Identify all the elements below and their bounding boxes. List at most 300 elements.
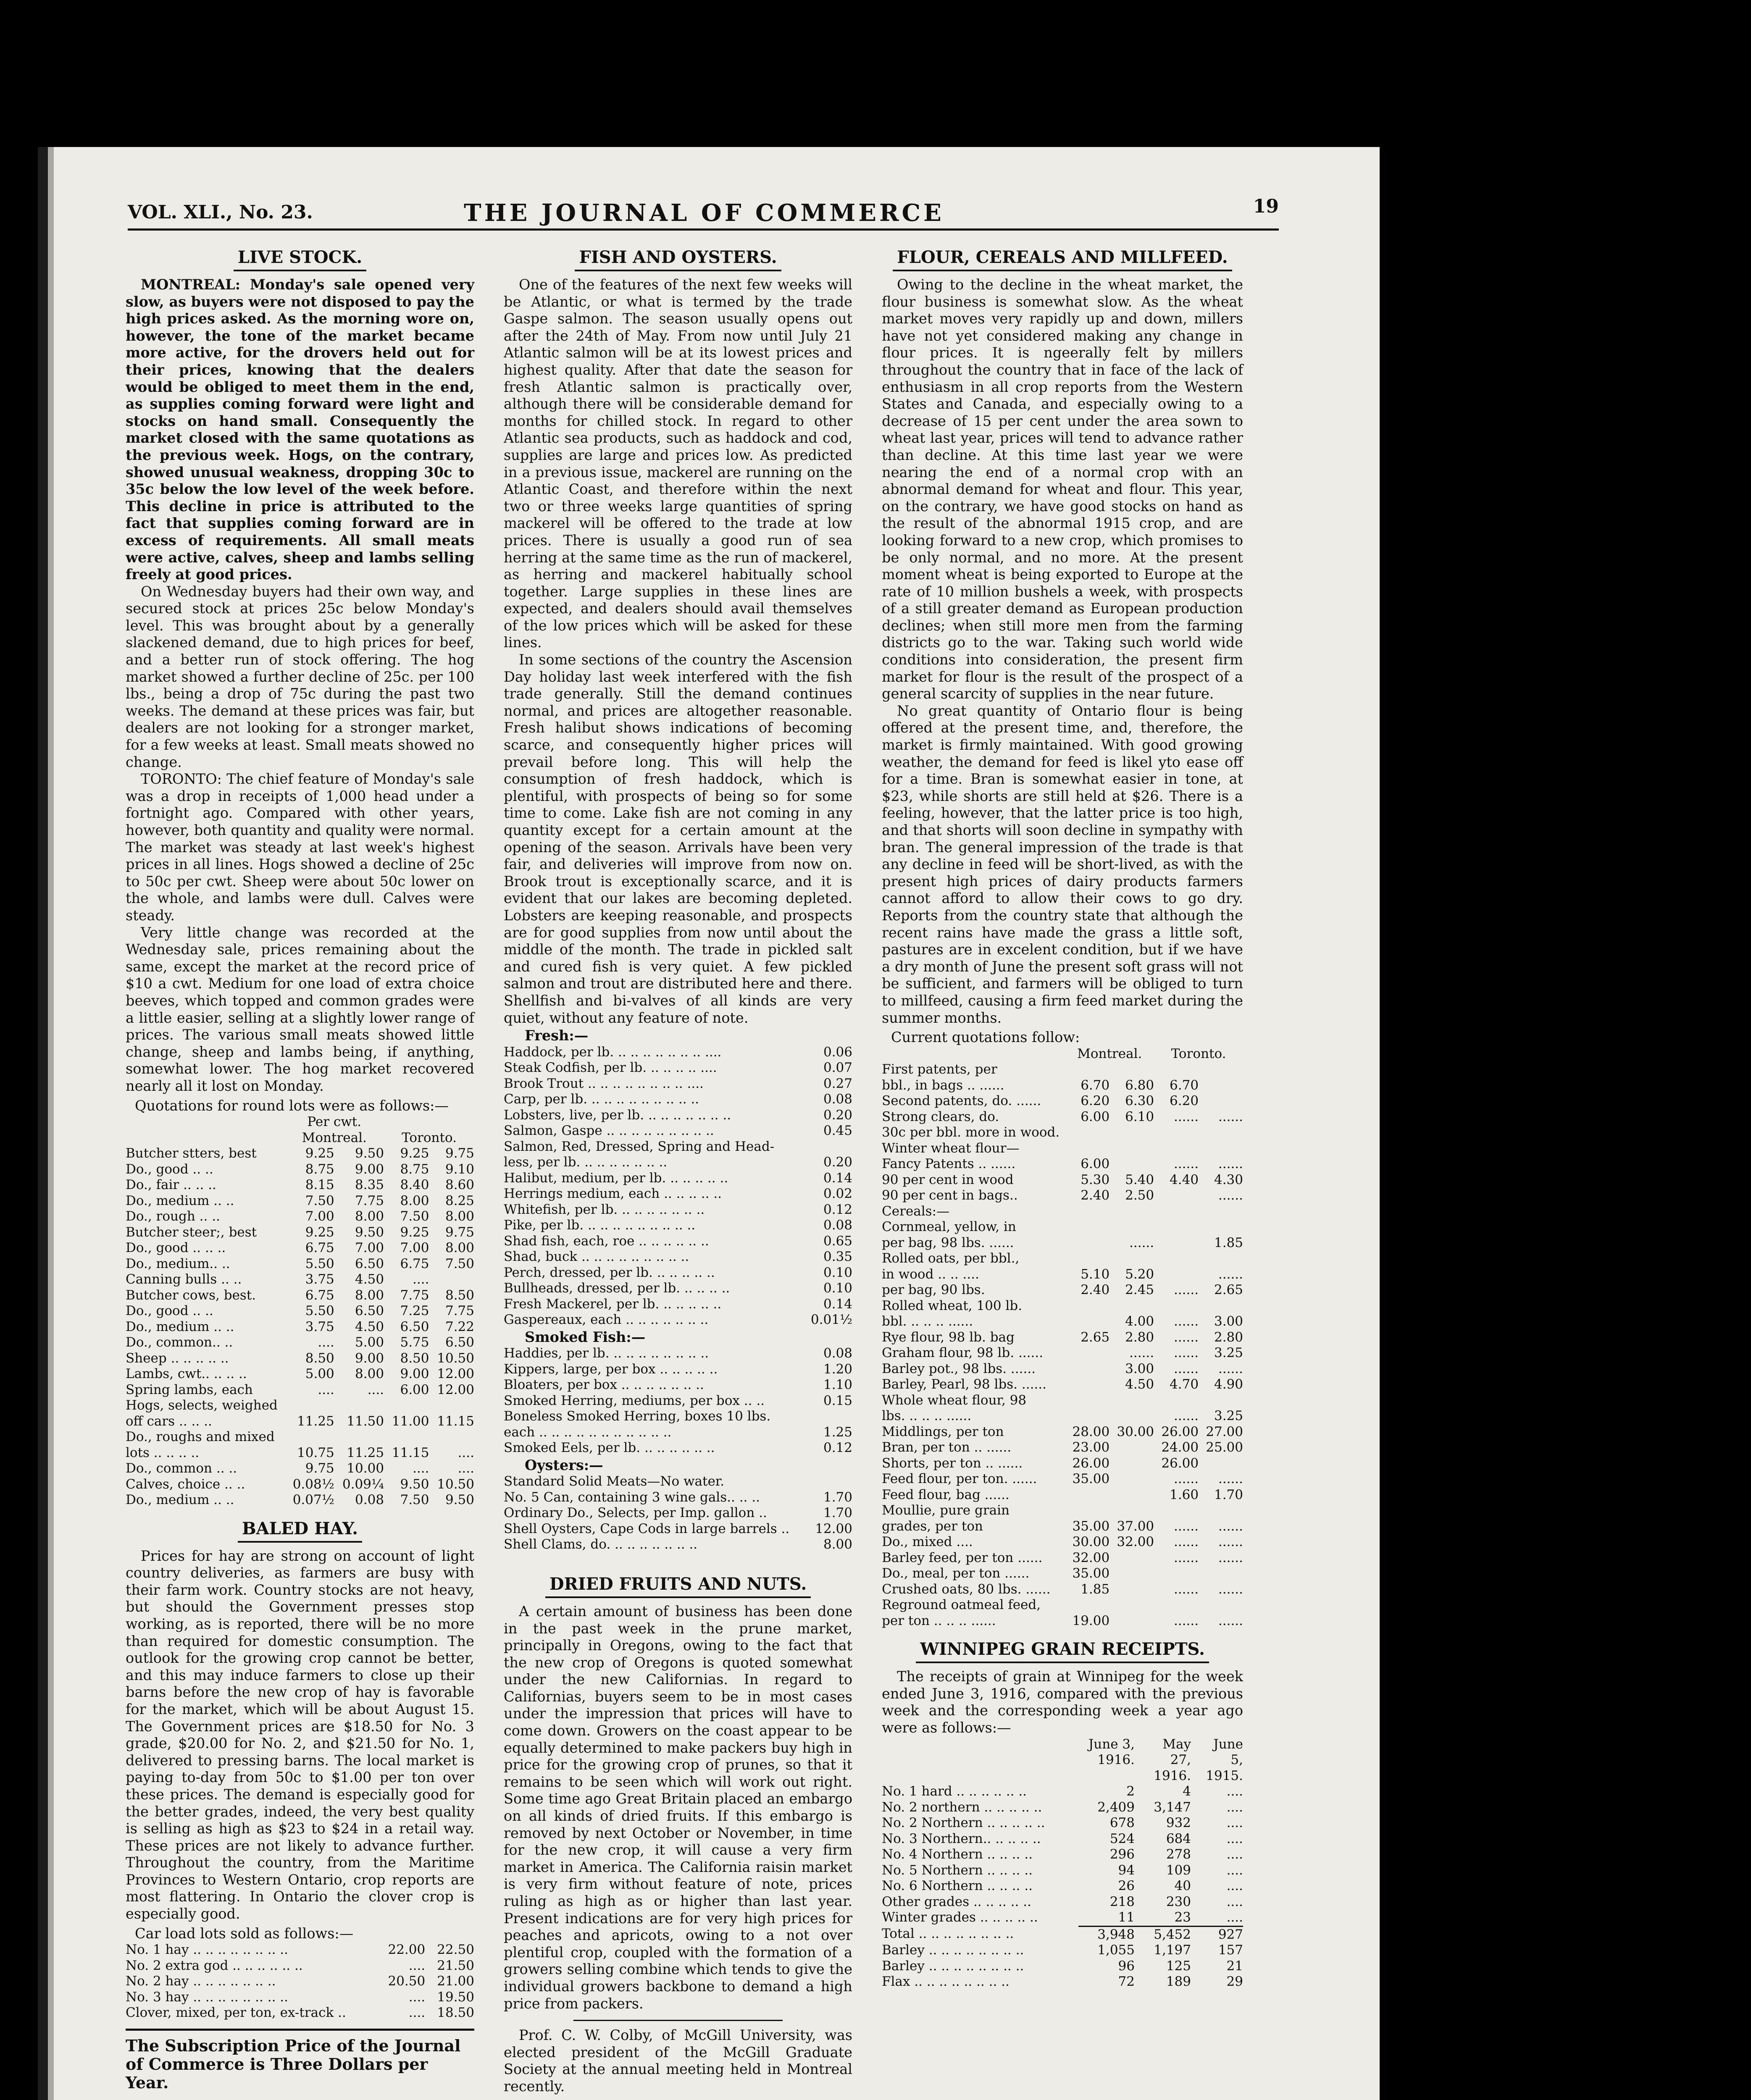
row-label: Do., good .. .. (126, 1303, 213, 1319)
smoked-fish-row (504, 1346, 852, 1362)
row-value: 8.00 (823, 1537, 852, 1552)
row-label: Brook Trout .. .. .. .. .. .. .. .. .... (504, 1076, 704, 1091)
row-value: 0.09¼ (342, 1476, 384, 1492)
row-value: .... (1226, 1784, 1243, 1799)
row-label: Smoked Herring, mediums, per box .. .. (504, 1393, 765, 1408)
row-value (1109, 1456, 1154, 1472)
livestock-paragraph: Very little change was recorded at the Wednesday sale, prices remaining about the same, except the market at the record price of $10 a cwt. Medium for one load of extra choice beeves, which topped and common grades were a little easier, selling at a slightly lower range of prices. The various small meats showed little change, sheep and lambs being, if anything, somewhat lower. The hog market recovered nearly all it lost on Monday. (126, 924, 474, 1094)
row-value (1109, 1251, 1154, 1267)
row-value: 21.00 (437, 1974, 474, 1989)
fresh-fish-row (504, 1123, 852, 1139)
row-value: 6.75 (400, 1256, 429, 1271)
row-value: 7.00 (400, 1240, 429, 1256)
row-value: .... (457, 1461, 474, 1476)
winnipeg-table (882, 1737, 1243, 1990)
flour-row (882, 1519, 1243, 1535)
row-value (1065, 1062, 1109, 1078)
row-value (1065, 1298, 1109, 1314)
row-value: 3.75 (305, 1319, 334, 1334)
row-value: 6.50 (355, 1256, 384, 1271)
row-value: ...... (1173, 1109, 1199, 1124)
row-value: ...... (1173, 1314, 1199, 1329)
row-value: 0.35 (823, 1249, 852, 1265)
row-value: 4.70 (1170, 1377, 1199, 1392)
row-value (1065, 1361, 1109, 1377)
row-value: ...... (1173, 1408, 1199, 1424)
row-label: 90 per cent in wood (882, 1172, 1014, 1187)
page-number: 19 (1253, 196, 1279, 217)
livestock-row (126, 1492, 474, 1508)
fresh-fish-row (504, 1155, 852, 1171)
row-value (1199, 1566, 1243, 1582)
row-value (384, 1398, 429, 1414)
row-value: 72 (1118, 1974, 1135, 1990)
row-value: 4.50 (355, 1272, 384, 1287)
row-label: Do., good .. .. .. (126, 1240, 226, 1256)
row-value (1065, 1487, 1109, 1503)
row-label: Middlings, per ton (882, 1424, 1004, 1439)
hay-row (126, 1990, 474, 2006)
row-value: 25.00 (1206, 1440, 1243, 1455)
row-label: Shell Oysters, Cape Cods in large barrels .. (504, 1521, 790, 1536)
row-value: 2,409 (1097, 1799, 1135, 1815)
row-label: No. 3 hay .. .. .. .. .. .. .. .. (126, 1989, 288, 2005)
row-value: 11 (1118, 1910, 1135, 1925)
winnipeg-rows (882, 1784, 1243, 1926)
row-label: Do., medium .. .. (126, 1319, 234, 1334)
row-value: 0.01½ (810, 1312, 852, 1328)
flour-row (882, 1251, 1243, 1267)
row-value: .... (318, 1382, 334, 1397)
row-value: 8.50 (445, 1287, 474, 1303)
livestock-row (126, 1256, 474, 1272)
row-value (1065, 1345, 1109, 1361)
flour-rows (882, 1062, 1243, 1629)
row-value: 18.50 (437, 2005, 474, 2021)
row-label: lbs. .. .. .. ...... (882, 1408, 972, 1424)
row-label: Do., mixed .... (882, 1534, 973, 1550)
row-value: 9.50 (355, 1146, 384, 1161)
row-value: ...... (1218, 1266, 1243, 1282)
fish-heading: FISH AND OYSTERS. (504, 248, 852, 267)
flour-row (882, 1393, 1243, 1409)
row-value: .... (1226, 1847, 1243, 1862)
row-label: No. 5 Can, containing 3 wine gals.. .. .. (504, 1489, 760, 1505)
flour-row (882, 1172, 1243, 1188)
row-value (1109, 1298, 1154, 1314)
row-label: Salmon, Red, Dressed, Spring and Head- (504, 1139, 775, 1154)
row-value: 6.00 (1081, 1156, 1110, 1172)
row-value: 22.00 (388, 1942, 426, 1958)
row-value: 2.80 (1125, 1329, 1154, 1345)
table-header-row: Montreal. Toronto. (302, 1130, 457, 1145)
winnipeg-row (882, 1784, 1243, 1800)
row-value: 26 (1118, 1878, 1135, 1894)
row-label: Canning bulls .. .. (126, 1272, 242, 1287)
row-value (1109, 1471, 1154, 1487)
row-value (1199, 1219, 1243, 1235)
column-middle (504, 248, 852, 2095)
oyster-row (504, 1490, 852, 1506)
row-label: Strong clears, do. (882, 1109, 999, 1124)
livestock-row (126, 1445, 474, 1461)
row-value: .... (408, 1989, 426, 2005)
fish-paragraph: One of the features of the next few weeks will be Atlantic, or what is termed by the trade Gaspe salmon. The season usually opens out after the 24th of May. From now until July 21 Atlantic salmon will be at its lowest prices and highest quality. After that date the season for fresh Atlantic salmon is practically over, although there will be considerable demand for months for chilled stock. In regard to other Atlantic sea products, such as haddock and cod, supplies are large and prices low. As predicted in a previous issue, mackerel are running on the Atlantic Coast, and therefore within the next two or three weeks large quantities of spring mackerel will be offered to the trade at low prices. There is usually a good run of sea herring at the same time as the run of mackerel, as herring and mackerel habitually school together. Large supplies in these lines are expected, and dealers should avail themselves of the low prices which will be asked for these lines. (504, 276, 852, 651)
row-value: 9.50 (400, 1476, 429, 1492)
row-value: 8.50 (400, 1350, 429, 1366)
row-value: 0.06 (823, 1044, 852, 1060)
flour-row (882, 1062, 1243, 1078)
livestock-paragraph: MONTREAL: Monday's sale opened very slow, as buyers were not disposed to pay the high prices asked. As the morning wore on, however, the tone of the market became more active, for the drovers held out for their prices, knowing that the dealers would be obliged to meet them in the end, as supplies coming forward were light and stocks on hand small. Consequently the market closed with the same quotations as the previous week. Hogs, on the contrary, showed unusual weakness, dropping 30c to 35c below the low level of the week before. This decline in price is attributed to the fact that supplies coming forward are in excess of requirements. All small meats were active, calves, sheep and lambs selling freely at good prices. (126, 276, 474, 583)
row-value (1154, 1235, 1199, 1251)
row-value (1199, 1141, 1243, 1157)
row-label: Do., common.. .. (126, 1335, 233, 1350)
row-value: 6.50 (400, 1319, 429, 1334)
livestock-row (126, 1335, 474, 1351)
row-value: 0.27 (823, 1076, 852, 1091)
row-value (1065, 1219, 1109, 1235)
row-label: No. 4 Northern .. .. .. .. (882, 1847, 1033, 1862)
row-value: 0.65 (823, 1233, 852, 1249)
row-value: 11.15 (437, 1413, 474, 1429)
column-left (126, 248, 474, 2092)
row-label: Winter wheat flour— (882, 1140, 1020, 1156)
winnipeg-paragraph: The receipts of grain at Winnipeg for the week ended June 3, 1916, compared with the previous week and the corresponding week a year ago were as follows:— (882, 1668, 1243, 1736)
row-value: 28.00 (1072, 1424, 1110, 1439)
row-value: 8.00 (445, 1240, 474, 1256)
row-label: Winter grades .. .. .. .. .. (882, 1910, 1038, 1925)
row-value: 0.20 (823, 1107, 852, 1123)
flour-row (882, 1298, 1243, 1314)
winnipeg-heading: WINNIPEG GRAIN RECEIPTS. (882, 1640, 1243, 1659)
row-label: Lobsters, live, per lb. .. .. .. .. .. .. .. (504, 1107, 731, 1123)
row-value: 1,197 (1154, 1942, 1191, 1958)
hay-row (126, 1958, 474, 1974)
row-value: 2.65 (1081, 1329, 1110, 1345)
row-value: 0.08 (823, 1346, 852, 1361)
row-value: 4.00 (1125, 1314, 1154, 1329)
row-value: 6.70 (1170, 1077, 1199, 1093)
row-label: per bag, 90 lbs. (882, 1282, 985, 1298)
row-label: No. 5 Northern .. .. .. .. (882, 1862, 1033, 1878)
winnipeg-row (882, 1847, 1243, 1863)
fresh-fish-row (504, 1312, 852, 1328)
flour-intro: Current quotations follow: (891, 1029, 1080, 1046)
row-value (1109, 1204, 1154, 1220)
row-value (1065, 1377, 1109, 1393)
row-value: 5.20 (1125, 1266, 1154, 1282)
row-value: .... (367, 1382, 384, 1397)
row-label: Butcher cows, best. (126, 1287, 256, 1303)
row-value: 30.00 (1072, 1534, 1110, 1550)
dried-fruits-heading: DRIED FRUITS AND NUTS. (504, 1575, 852, 1594)
row-value: 21.50 (437, 1958, 474, 1973)
row-value: .... (318, 1335, 334, 1350)
colby-paragraph: Prof. C. W. Colby, of McGill University, was elected president of the McGill Graduate Society at the annual meeting held in Montreal recently. (504, 2027, 852, 2095)
row-label: Do., common .. .. (126, 1461, 237, 1476)
row-value (1109, 1062, 1154, 1078)
row-label: Bran, per ton .. ...... (882, 1440, 1012, 1455)
row-value: 6.75 (305, 1287, 334, 1303)
row-label: Standard Solid Meats—No water. (504, 1474, 725, 1489)
dried-fruits-paragraph: A certain amount of business has been done in the past week in the prune market, principally in Oregons, owing to the fact that the new crop of Oregons is quoted somewhat under the new Californias. In regard to Californias, buyers seem to be in most cases under the impression that prices will have to come down. Growers on the coast appear to be equally determined to make packers buy high in price for the growing crop of prunes, so that it remains to be seen which will work out right. Some time ago Great Britain placed an embargo on all kinds of dried fruits. If this embargo is removed by next October or November, in time for the new crop, it will cause a very firm market in America. The California raisin market is very firm without feature of note, prices ruling as high as or higher than last year. Present indications are for very high prices for peaches and apricots, owing to a not over plentiful crop, coupled with the formation of a growers selling combine which tends to give the individual growers backbone to demand a high price from packers. (504, 1603, 852, 2012)
row-value: ...... (1129, 1345, 1154, 1361)
smoked-fish-row (504, 1409, 852, 1425)
row-value: 1.25 (823, 1424, 852, 1440)
fresh-fish-row (504, 1092, 852, 1108)
row-label: Do., rough .. .. (126, 1209, 220, 1224)
livestock-row (126, 1209, 474, 1225)
row-value: 94 (1118, 1862, 1135, 1878)
row-value: 29 (1226, 1974, 1243, 1990)
row-value: .... (1226, 1894, 1243, 1909)
row-value: 3,147 (1154, 1799, 1191, 1815)
flour-row (882, 1330, 1243, 1346)
winnipeg-total-row (882, 1958, 1243, 1974)
row-value (1109, 1566, 1154, 1582)
row-value: ...... (1173, 1282, 1199, 1298)
row-label: Barley, Pearl, 98 lbs. ...... (882, 1377, 1046, 1392)
row-value (1065, 1125, 1109, 1141)
row-value: .... (1226, 1831, 1243, 1846)
flour-row (882, 1471, 1243, 1487)
fresh-fish-row (504, 1234, 852, 1250)
livestock-row (126, 1429, 474, 1445)
row-value: .... (1226, 1799, 1243, 1815)
row-value (1109, 1440, 1154, 1456)
row-label: Do., meal, per ton ...... (882, 1566, 1030, 1581)
hay-paragraph: Prices for hay are strong on account of light country deliveries, as farmers are busy with their farm work. Country stocks are not heavy, but should the Government presses stop working, as is reported, there will be no more than required for domestic consumption. The outlook for the growing crop cannot be better, and this may induce farmers to close up their barns before the new crop of hay is favorable for the market, which will be about August 15. The Government prices are $18.50 for No. 3 grade, $20.00 for No. 2, and $21.50 for No. 1, delivered to pressing barns. The local market is paying to-day from 50c to $1.00 per ton over these prices. The demand is especially good for the better grades, indeed, the very best quality is selling as high as $23 to $24 in a retail way. These prices are not likely to advance further. Throughout the country, from the Maritime Provinces to Western Ontario, crop reports are most flattering. In Ontario the clover crop is especially good. (126, 1547, 474, 1922)
row-value (1199, 1078, 1243, 1094)
flour-row (882, 1566, 1243, 1582)
row-label: Whole wheat flour, 98 (882, 1392, 1027, 1408)
row-value: ...... (1218, 1581, 1243, 1597)
flour-row (882, 1377, 1243, 1393)
fresh-fish-row (504, 1218, 852, 1234)
row-value: 1.70 (823, 1505, 852, 1521)
row-value: 0.02 (823, 1186, 852, 1202)
flour-row (882, 1456, 1243, 1472)
row-value: 5.40 (1125, 1172, 1154, 1187)
row-value: 189 (1166, 1974, 1191, 1990)
row-label: No. 2 extra god .. .. .. .. .. .. (126, 1958, 303, 1973)
livestock-row (126, 1225, 474, 1241)
row-value: ...... (1218, 1109, 1243, 1124)
fresh-fish-rows (504, 1045, 852, 1328)
row-value: ...... (1218, 1471, 1243, 1487)
subscription-notice: The Subscription Price of the Journal of Commerce is Three Dollars per Year. (126, 2036, 461, 2092)
row-value: .... (1226, 1878, 1243, 1894)
row-label: Barley feed, per ton ...... (882, 1550, 1043, 1565)
smoked-fish-row (504, 1393, 852, 1409)
row-label: Rye flour, 98 lb. bag (882, 1329, 1015, 1345)
row-value: 19.50 (437, 1989, 474, 2005)
row-value: 4.30 (1214, 1172, 1243, 1187)
hay-row (126, 1974, 474, 1990)
row-label: Feed flour, bag ...... (882, 1487, 1010, 1502)
row-value: 35.00 (1072, 1518, 1110, 1534)
row-value: ...... (1173, 1156, 1199, 1172)
row-value: 4.90 (1214, 1377, 1243, 1392)
table-header-row: June 3, 1916. May 27, 1916. June 5, 1915. (1088, 1736, 1243, 1783)
fresh-fish-row (504, 1186, 852, 1202)
row-label: Shorts, per ton .. ...... (882, 1455, 1023, 1471)
row-label: Second patents, do. ...... (882, 1093, 1041, 1109)
row-label: Salmon, Gaspe .. .. .. .. .. .. .. .. .. (504, 1123, 714, 1139)
row-label: less, per lb. .. .. .. .. .. .. .. (504, 1155, 668, 1170)
flour-table (882, 1046, 1243, 1629)
livestock-row (126, 1177, 474, 1193)
row-value (1154, 1503, 1199, 1519)
row-value: 40 (1174, 1878, 1191, 1894)
row-label: Feed flour, per ton. ...... (882, 1471, 1037, 1487)
livestock-row (126, 1240, 474, 1256)
row-value: 8.25 (445, 1193, 474, 1208)
row-value: 10.50 (437, 1476, 474, 1492)
fresh-fish-row (504, 1171, 852, 1186)
row-value: 32.00 (1072, 1550, 1110, 1565)
row-label: Crushed oats, 80 lbs. ...... (882, 1581, 1051, 1597)
row-value (1154, 1566, 1199, 1582)
row-value (1199, 1503, 1243, 1519)
oyster-rows (504, 1474, 852, 1553)
row-label: Carp, per lb. .. .. .. .. .. .. .. .. .. (504, 1092, 699, 1107)
row-value (1199, 1204, 1243, 1220)
row-value: 7.00 (355, 1240, 384, 1256)
section-rule (573, 2020, 783, 2021)
row-value: ...... (1218, 1534, 1243, 1550)
row-value: 6.20 (1081, 1093, 1110, 1109)
row-value (1109, 1613, 1154, 1629)
row-label: Smoked Eels, per lb. .. .. .. .. .. .. (504, 1440, 715, 1456)
hay-heading: BALED HAY. (126, 1519, 474, 1538)
row-value: 23.00 (1072, 1440, 1110, 1455)
section-rule (126, 2029, 474, 2031)
flour-row (882, 1487, 1243, 1503)
fresh-fish-row (504, 1076, 852, 1092)
row-value: 10.50 (437, 1350, 474, 1366)
row-value: ...... (1218, 1188, 1243, 1203)
row-label: Boneless Smoked Herring, boxes 10 lbs. (504, 1409, 771, 1424)
row-value (807, 1474, 852, 1490)
row-value (1065, 1393, 1109, 1409)
row-label: Perch, dressed, per lb. .. .. .. .. .. (504, 1265, 715, 1280)
row-value: 8.35 (355, 1177, 384, 1193)
flour-row (882, 1314, 1243, 1330)
row-value: 11.50 (347, 1413, 384, 1429)
row-value: .... (408, 2005, 426, 2021)
row-label: No. 2 Northern .. .. .. .. .. (882, 1815, 1045, 1831)
row-value: 927 (1191, 1926, 1243, 1942)
row-value: 9.75 (305, 1461, 334, 1476)
livestock-row (126, 1288, 474, 1304)
oyster-row (504, 1505, 852, 1521)
row-label: Butcher stters, best (126, 1146, 257, 1161)
row-value: 5.10 (1081, 1266, 1110, 1282)
oysters-label: Oysters:— (525, 1457, 603, 1473)
smoked-fish-rows (504, 1346, 852, 1456)
row-value: 0.12 (823, 1202, 852, 1217)
row-label: First patents, per (882, 1062, 997, 1077)
smoked-fish-row (504, 1377, 852, 1393)
row-value: 5,452 (1135, 1926, 1191, 1942)
row-value: 9.25 (305, 1146, 334, 1161)
livestock-row (126, 1382, 474, 1398)
row-label: No. 1 hard .. .. .. .. .. .. (882, 1784, 1027, 1799)
row-label: Do., good .. .. (126, 1161, 213, 1177)
row-value: 4 (1183, 1784, 1191, 1799)
row-label: Graham flour, 98 lb. ...... (882, 1345, 1044, 1361)
livestock-row (126, 1351, 474, 1367)
fresh-fish-row (504, 1265, 852, 1281)
row-value: 10.75 (297, 1445, 334, 1460)
hay-intro: Car load lots sold as follows:— (135, 1925, 354, 1942)
row-value: 0.14 (823, 1170, 852, 1186)
row-value: 0.07 (823, 1060, 852, 1076)
row-value (1199, 1125, 1243, 1141)
row-label: Barley .. .. .. .. .. .. .. .. (882, 1942, 1024, 1958)
row-value (1154, 1125, 1199, 1141)
row-label: Barley pot., 98 lbs. ...... (882, 1361, 1036, 1376)
flour-row (882, 1109, 1243, 1125)
row-label: No. 3 Northern.. .. .. .. .. (882, 1831, 1041, 1846)
row-value: 0.45 (823, 1123, 852, 1139)
row-value (1199, 1393, 1243, 1409)
row-label: grades, per ton (882, 1518, 983, 1534)
row-value (1109, 1487, 1154, 1503)
row-value: 7.50 (400, 1492, 429, 1508)
hay-row (126, 2005, 474, 2021)
row-value (429, 1398, 475, 1414)
smoked-fish-row (504, 1440, 852, 1456)
row-label: 30c per bbl. more in wood. (882, 1125, 1060, 1140)
row-value: ...... (1173, 1550, 1199, 1565)
row-value: .... (1226, 1815, 1243, 1831)
row-label: Bloaters, per box .. .. .. .. .. .. .. (504, 1377, 704, 1393)
livestock-row (126, 1272, 474, 1288)
row-label: Shell Clams, do. .. .. .. .. .. .. .. (504, 1537, 698, 1552)
row-value: 4.40 (1170, 1172, 1199, 1187)
row-value: 12.00 (437, 1366, 474, 1382)
livestock-paragraph: TORONTO: The chief feature of Monday's sale was a drop in receipts of 1,000 head under a fortnight ago. Compared with other years, however, both quantity and quality were normal. The market was steady at last week's highest prices in all lines. Hogs showed a decline of 25c to 50c per cwt. Sheep were about 50c lower on the whole, and lambs were dull. Calves were steady. (126, 771, 474, 924)
row-value: 22.50 (437, 1942, 474, 1958)
livestock-row (126, 1146, 474, 1162)
row-value: ...... (1173, 1329, 1199, 1345)
flour-row (882, 1503, 1243, 1519)
winnipeg-row (882, 1878, 1243, 1894)
row-value: 2.50 (1125, 1188, 1154, 1203)
row-value: 0.08 (355, 1492, 384, 1508)
winnipeg-total-row (882, 1942, 1243, 1958)
row-value: 9.75 (445, 1146, 474, 1161)
row-value (800, 1139, 852, 1155)
row-value: 9.10 (445, 1161, 474, 1177)
row-value: 0.10 (823, 1281, 852, 1296)
row-value: 7.50 (445, 1256, 474, 1271)
row-label: Reground oatmeal feed, (882, 1597, 1041, 1613)
row-value: 932 (1166, 1815, 1191, 1831)
winnipeg-total-row (882, 1926, 1243, 1942)
row-value (1154, 1062, 1199, 1078)
fresh-fish-row (504, 1108, 852, 1124)
row-value (1199, 1298, 1243, 1314)
row-value: 4.50 (1125, 1377, 1154, 1392)
livestock-row (126, 1461, 474, 1477)
row-label: 90 per cent in bags.. (882, 1188, 1018, 1203)
row-value: 8.00 (400, 1193, 429, 1208)
row-value (1199, 1093, 1243, 1109)
row-value: .... (457, 1445, 474, 1460)
